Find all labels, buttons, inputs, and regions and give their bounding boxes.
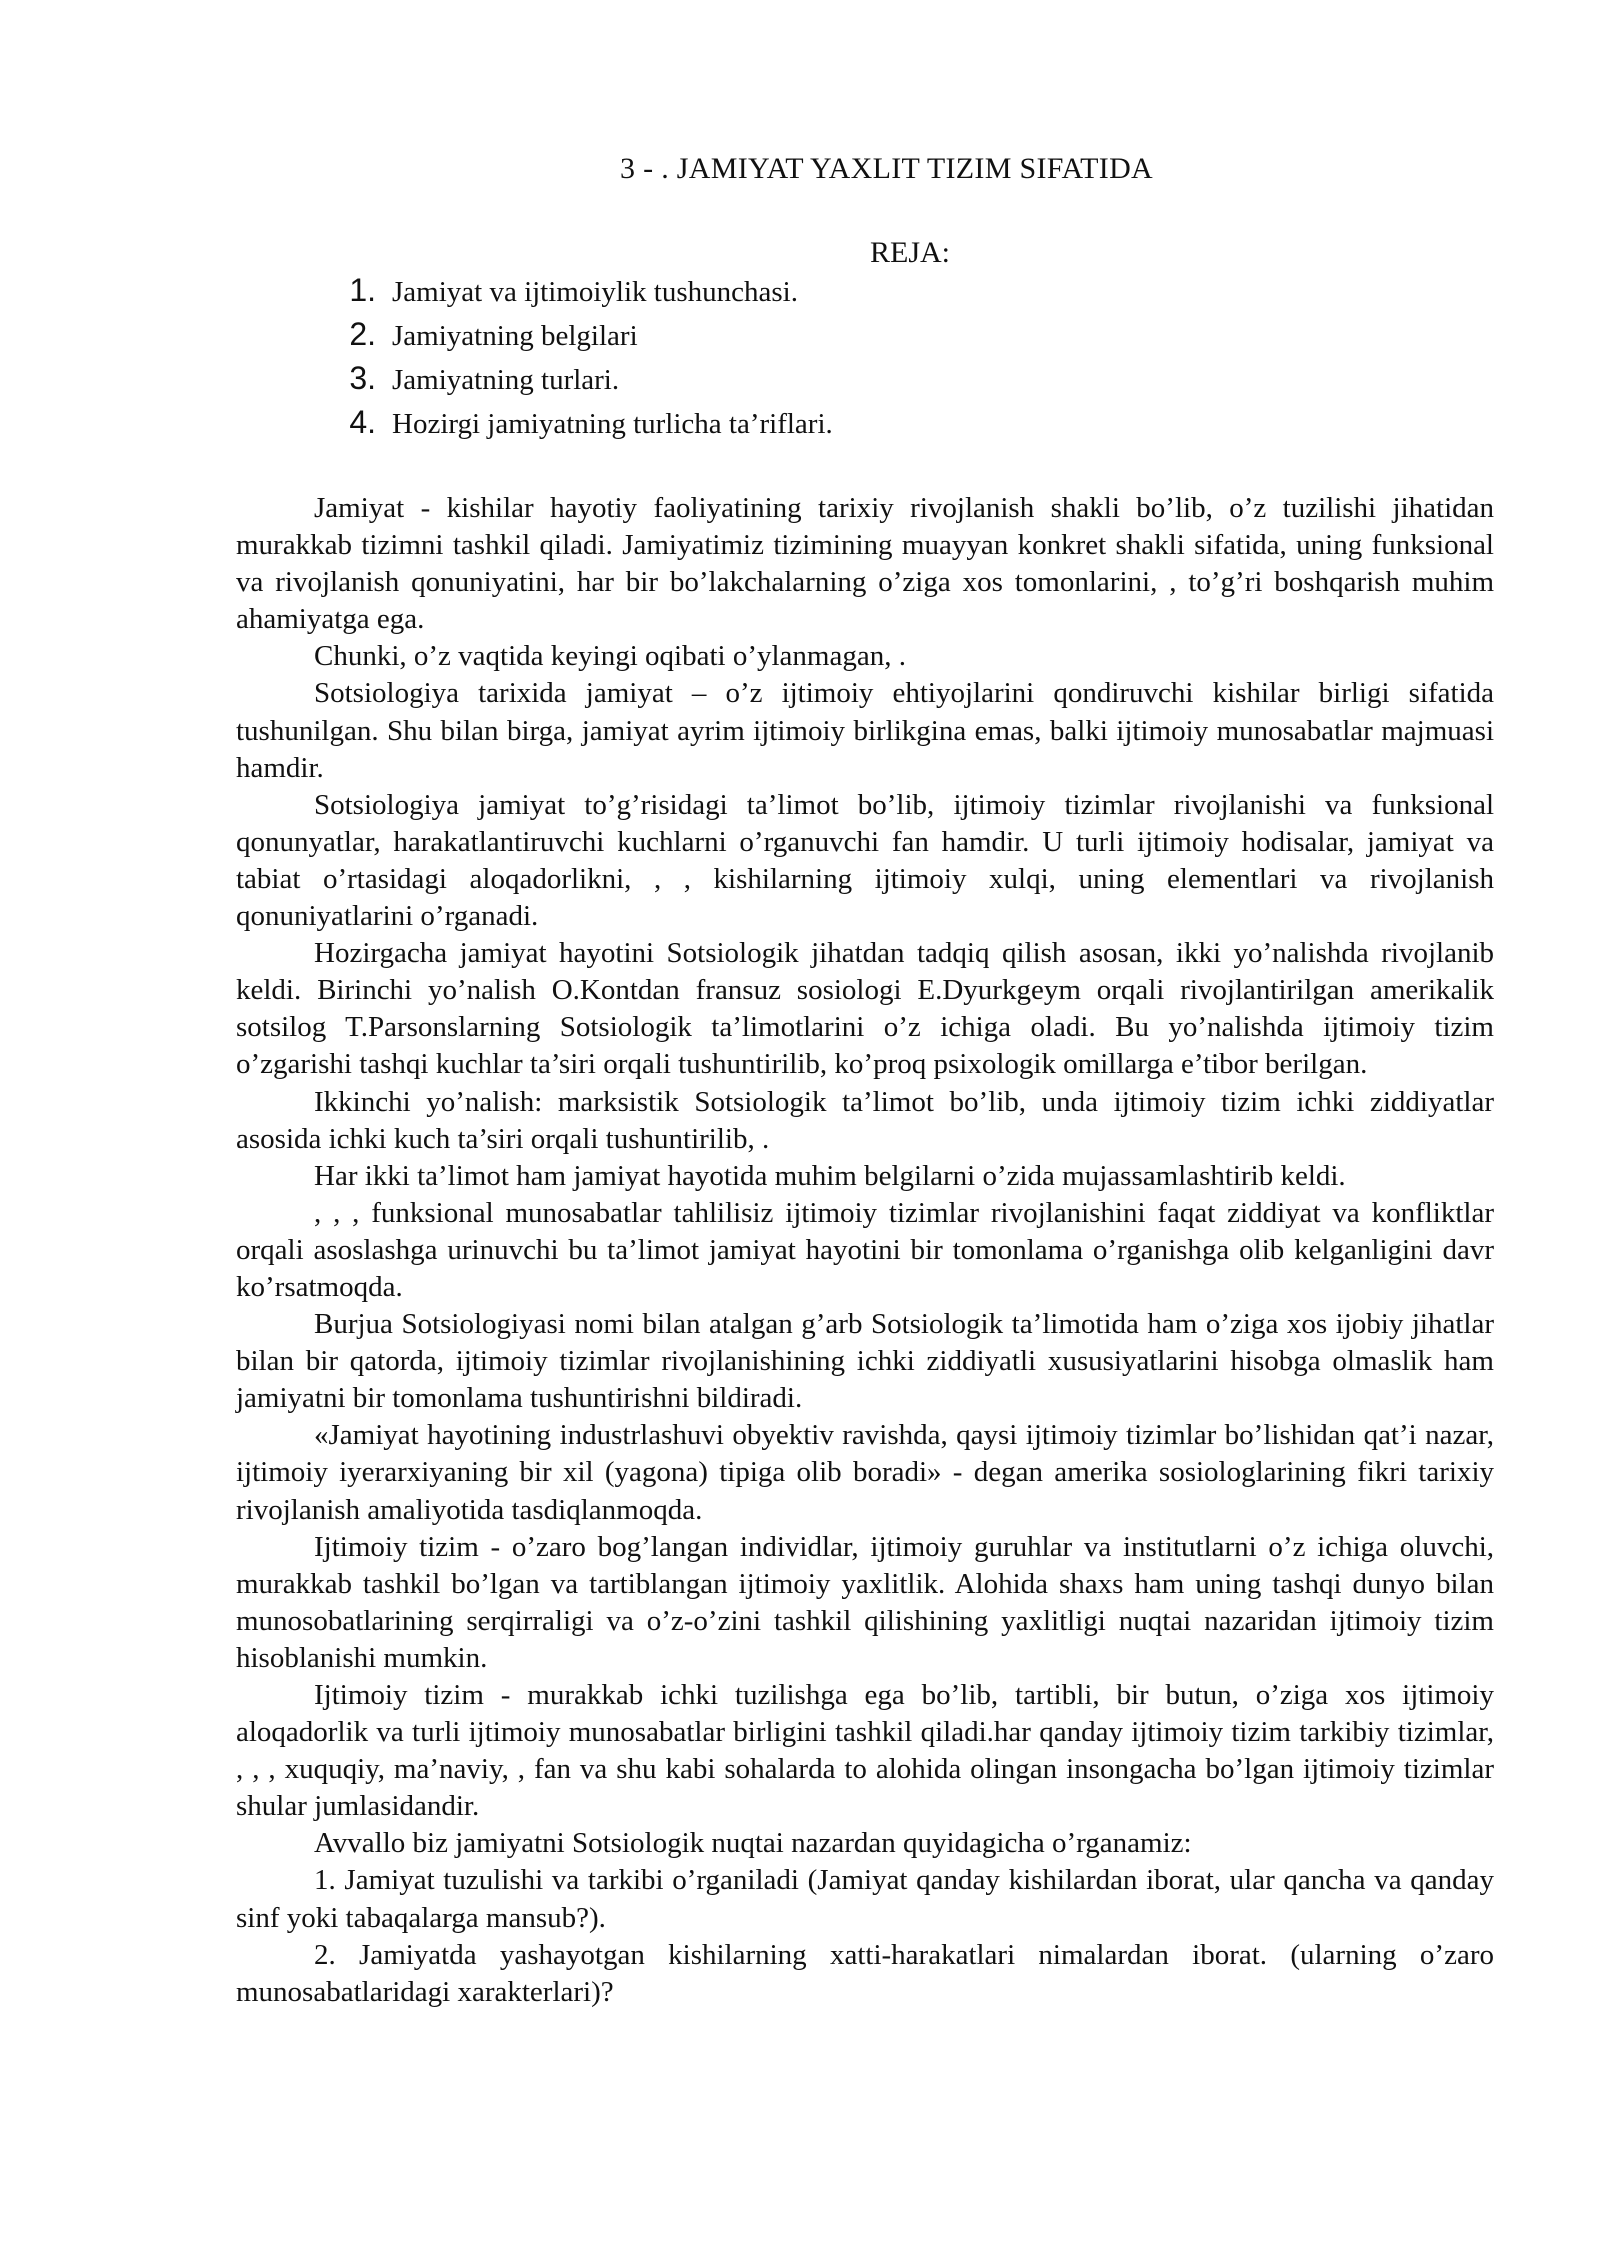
plan-item-number: 4.: [349, 404, 376, 440]
body-paragraph: 1. Jamiyat tuzulishi va tarkibi o’rganiladi (Jamiyat qanday kishilardan iborat, ular qancha va qanday sinf yoki tabaqalarga mansub?).: [236, 1864, 1494, 1934]
body-paragraph: Burjua Sotsiologiyasi nomi bilan atalgan g’arb Sotsiologik ta’limotida ham o’ziga xos ijobiy jihatlar bilan bir qatorda, ijtimoiy tizimlar rivojlanishining ichki ziddiyatli xususiyatlarini hisobga olmaslik ham jamiyatni bir tomonlama tushuntirishni bildiradi.: [236, 1308, 1494, 1415]
body-paragraph: Ijtimoiy tizim - o’zaro bog’langan individlar, ijtimoiy guruhlar va institutlarni o’z ichiga oluvchi, murakkab tashkil bo’lgan va tartiblangan ijtimoiy yaxlitlik. Alohida shaxs ham uning tashqi dunyo bilan munosobatlarining serqirraligi va o’z-o’zini tashkil qilishining yaxlitligi nuqtai nazaridan ijtimoiy tizim hisoblanishi mumkin.: [236, 1530, 1494, 1674]
plan-item: [322, 404, 833, 448]
plan-list: [322, 272, 833, 448]
plan-item-text: Jamiyat va ijtimoiylik tushunchasi.: [392, 276, 798, 308]
body-paragraph: 2. Jamiyatda yashayotgan kishilarning xatti-harakatlari nimalardan iborat. (ularning o’zaro munosabatlaridagi xarakterlari)?: [236, 1938, 1494, 2008]
plan-heading: REJA:: [870, 236, 951, 269]
body-paragraph: Har ikki ta’limot ham jamiyat hayotida muhim belgilarni o’zida mujassamlashtirib keldi.: [314, 1159, 1346, 1192]
document-body: [236, 490, 1494, 2011]
plan-item-number: 2.: [349, 316, 376, 352]
plan-item-number: 1.: [349, 272, 376, 308]
plan-item-text: Jamiyatning belgilari: [392, 320, 638, 352]
plan-item-text: Jamiyatning turlari.: [392, 364, 620, 396]
document-title: 3 - . JAMIYAT YAXLIT TIZIM SIFATIDA: [620, 152, 1153, 185]
plan-item: [322, 360, 833, 404]
body-paragraph: Ijtimoiy tizim - murakkab ichki tuzilishga ega bo’lib, tartibli, bir butun, o’ziga xos ijtimoiy aloqadorlik va turli ijtimoiy munosabatlar birligini tashkil qiladi.har qanday ijtimoiy tizim tarkibiy tizimlar, , , , xuquqiy, ma’naviy, , fan va shu kabi sohalarda to alohida olingan insongacha bo’lgan ijtimoiy tizimlar shular jumlasidandir.: [236, 1679, 1494, 1823]
body-paragraph: Avvallo biz jamiyatni Sotsiologik nuqtai nazardan quyidagicha o’rganamiz:: [314, 1827, 1192, 1860]
body-paragraph: Sotsiologiya jamiyat to’g’risidagi ta’limot bo’lib, ijtimoiy tizimlar rivojlanishi va funksional qonunyatlar, harakatlantiruvchi kuchlarni o’rganuvchi fan hamdir. U turli ijtimoiy hodisalar, jamiyat va tabiat o’rtasidagi aloqadorlikni, , , kishilarning ijtimoiy xulqi, uning elementlari va rivojlanish qonuniyatlarini o’rganadi.: [236, 788, 1494, 933]
body-paragraph: «Jamiyat hayotining industrlashuvi obyektiv ravishda, qaysi ijtimoiy tizimlar bo’lishidan qat’i nazar, ijtimoiy iyerarxiyaning bir xil (yagona) tipiga olib boradi» - degan amerika sosiologlarining fikri tarixiy rivojlanish amaliyotida tasdiqlanmoqda.: [236, 1419, 1494, 1526]
body-paragraph: Chunki, o’z vaqtida keyingi oqibati o’ylanmagan, .: [314, 640, 906, 673]
body-paragraph: Jamiyat - kishilar hayotiy faoliyatining tarixiy rivojlanish shakli bo’lib, o’z tuzilishi jihatidan murakkab tizimni tashkil qiladi. Jamiyatimiz tizimining muayyan konkret shakli sifatida, uning funksional va rivojlanish qonuniyatini, har bir bo’lakchalarning o’ziga xos tomonlarini, , to’g’ri boshqarish muhim ahamiyatga ega.: [236, 492, 1494, 636]
plan-item-number: 3.: [349, 360, 376, 396]
plan-item: [322, 272, 833, 316]
body-paragraph: Sotsiologiya tarixida jamiyat – o’z ijtimoiy ehtiyojlarini qondiruvchi kishilar birligi sifatida tushunilgan. Shu bilan birga, jamiyat ayrim ijtimoiy birlikgina emas, balki ijtimoiy munosabatlar majmuasi hamdir.: [236, 677, 1494, 784]
body-paragraph: Hozirgacha jamiyat hayotini Sotsiologik jihatdan tadqiq qilish asosan, ikki yo’nalishda rivojlanib keldi. Birinchi yo’nalish O.Kontdan fransuz sosiologi E.Dyurkgeym orqali rivojlantirilgan amerikalik sotsilog T.Parsonslarning Sotsiologik ta’limotlarini o’z ichiga oladi. Bu yo’nalishda ijtimoiy tizim o’zgarishi tashqi kuchlar ta’siri orqali tushuntirilib, ko’proq psixologik omillarga e’tibor berilgan.: [236, 937, 1494, 1081]
plan-item-text: Hozirgi jamiyatning turlicha ta’riflari.: [392, 408, 833, 440]
plan-item: [322, 316, 833, 360]
body-paragraph: Ikkinchi yo’nalish: marksistik Sotsiologik ta’limot bo’lib, unda ijtimoiy tizim ichki ziddiyatlar asosida ichki kuch ta’siri orqali tushuntirilib, .: [236, 1085, 1494, 1155]
body-paragraph: , , , funksional munosabatlar tahlilisiz ijtimoiy tizimlar rivojlanishini faqat ziddiyat va konfliktlar orqali asoslashga urinuvchi bu ta’limot jamiyat hayotini bir tomonlama o’rganishga olib kelganligini davr ko’rsatmoqda.: [236, 1196, 1494, 1303]
